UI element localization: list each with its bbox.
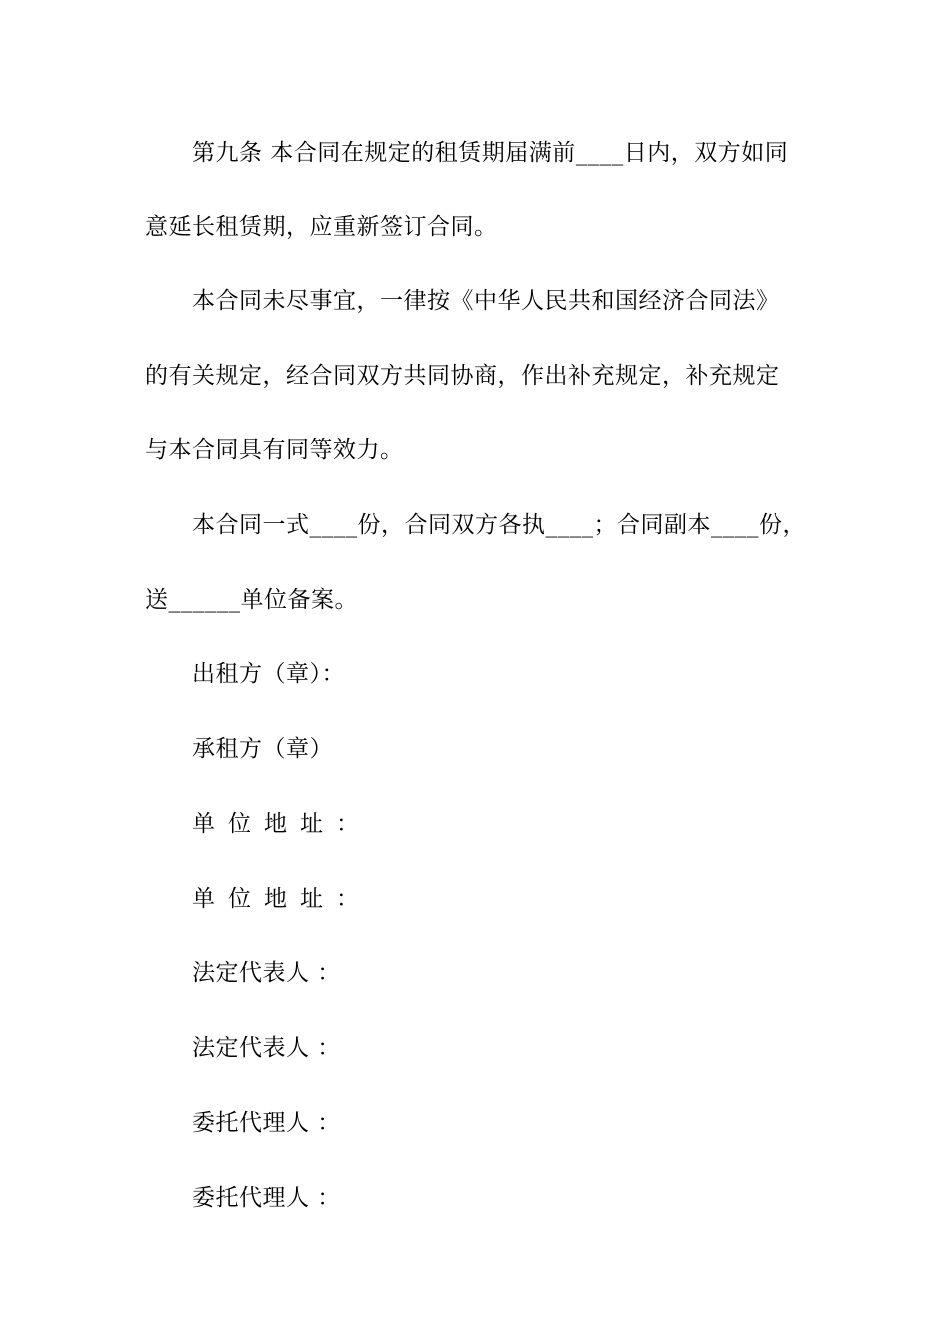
paragraph-lease-renewal-line-1: 第九条 本合同在规定的租赁期届满前____日内，双方如同 xyxy=(192,140,789,166)
field-lessor-seal: 出租方（章）： xyxy=(192,661,345,687)
paragraph-copies-line-1: 本合同一式____份，合同双方各执____；合同副本____份， xyxy=(192,512,806,538)
field-lessor-legal-representative: 法定代表人 ： xyxy=(192,960,341,986)
field-lessor-agent: 委托代理人 ： xyxy=(192,1110,341,1136)
field-lessee-legal-representative: 法定代表人 ： xyxy=(192,1035,341,1061)
field-lessee-seal: 承租方（章） xyxy=(192,736,333,762)
paragraph-supplementary-line-3: 与本合同具有同等效力。 xyxy=(145,437,404,463)
paragraph-copies-line-2: 送______单位备案。 xyxy=(145,587,358,613)
field-lessee-address: 单位地址： xyxy=(192,886,372,912)
paragraph-supplementary-line-1: 本合同未尽事宜，一律按《中华人民共和国经济合同法》 xyxy=(192,288,780,314)
paragraph-supplementary-line-2: 的有关规定，经合同双方共同协商，作出补充规定，补充规定 xyxy=(145,363,780,389)
field-lessor-address: 单位地址： xyxy=(192,811,372,837)
paragraph-lease-renewal-line-2: 意延长租赁期，应重新签订合同。 xyxy=(145,214,498,240)
field-lessee-agent: 委托代理人 ： xyxy=(192,1185,341,1211)
